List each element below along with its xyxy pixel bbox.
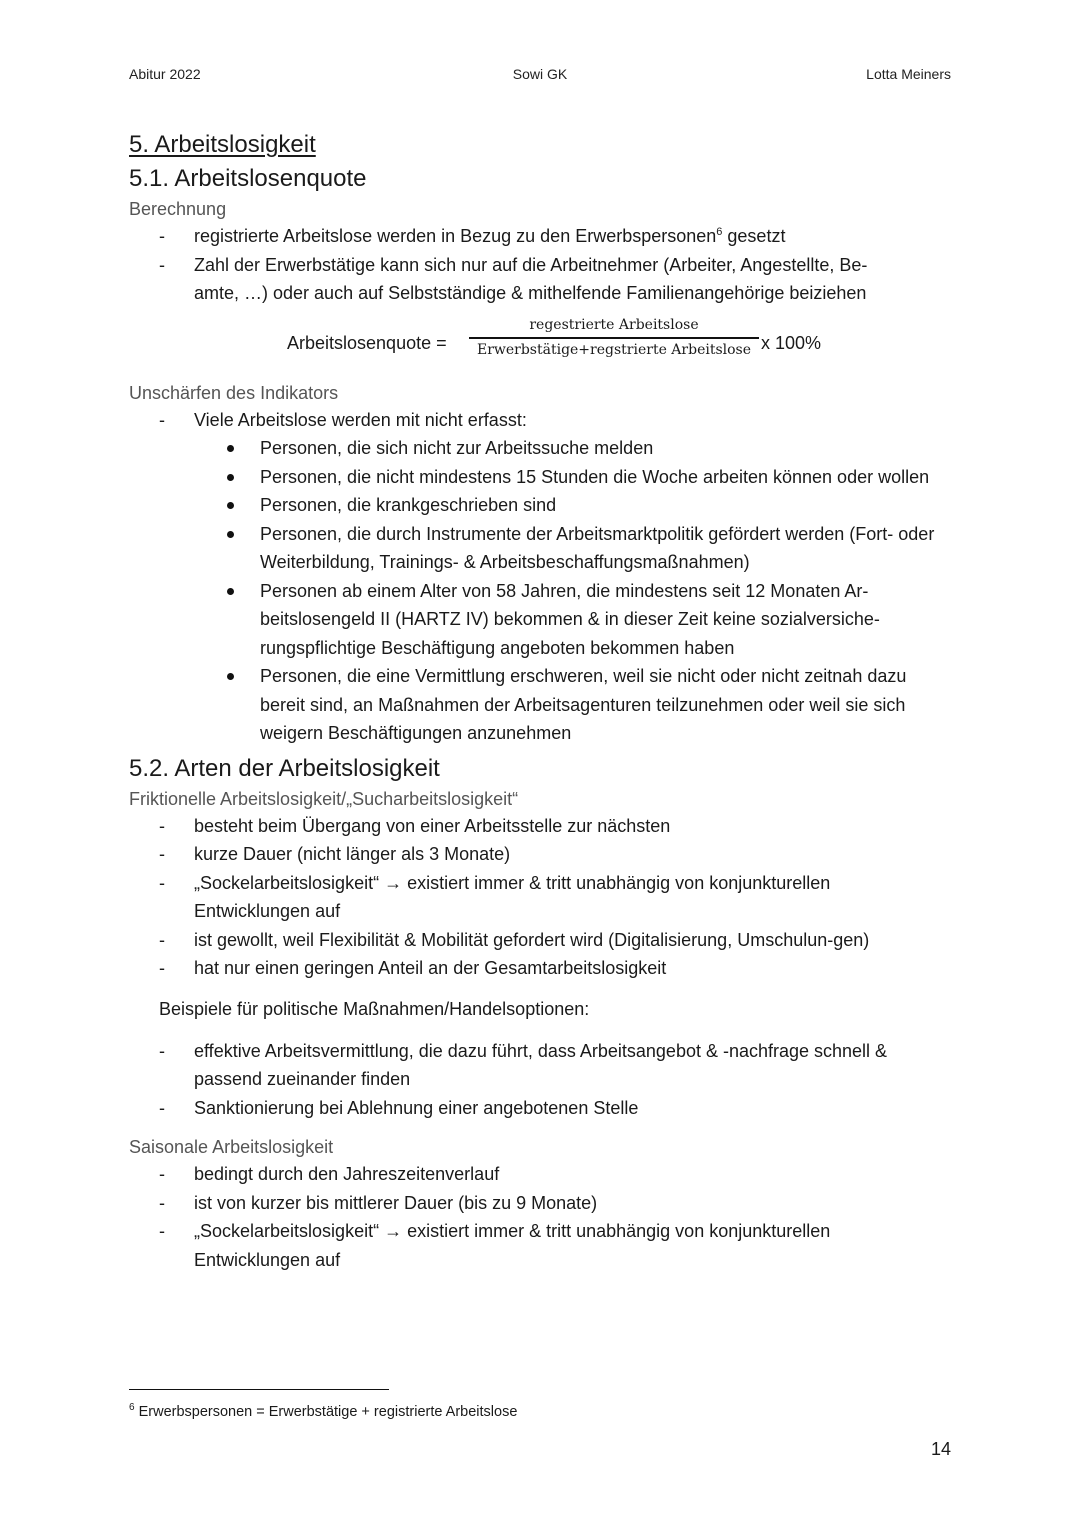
- formula: [129, 314, 951, 374]
- list-item: - Viele Arbeitslose werden mit nicht erfasst:: [129, 406, 951, 435]
- bullet-item: Personen, die nicht mindestens 15 Stunden die Woche arbeiten können oder wollen: [129, 463, 951, 492]
- subsection-title-2: 5.2. Arten der Arbeitslosigkeit: [129, 754, 440, 782]
- bullet-item: Personen, die durch Instrumente der Arbeitsmarktpolitik gefördert werden (Fort- oder Weiterbildung, Trainings- & Arbeitsbeschaffungsmaßnahmen): [129, 520, 951, 577]
- beispiele-list: [129, 1037, 951, 1123]
- formula-fraction: [469, 314, 759, 360]
- header-center: Sowi GK: [512, 66, 568, 82]
- berechnung-list: [129, 222, 951, 308]
- list-item: - hat nur einen geringen Anteil an der Gesamtarbeitslosigkeit: [129, 954, 951, 983]
- list-item: - registrierte Arbeitslose werden in Bezug zu den Erwerbspersonen$^6$ gesetzt: [129, 222, 951, 251]
- label-saisonal: Saisonale Arbeitslosigkeit: [129, 1137, 334, 1157]
- saisonal-list: [129, 1160, 951, 1274]
- list-item: - Zahl der Erwerbstätige kann sich nur auf die Arbeitnehmer (Arbeiter, Angestellte, Be- amte, …) oder auch auf Selbstständige & mithelfende Familienangehörige beiziehen: [129, 251, 951, 308]
- list-item: - besteht beim Übergang von einer Arbeitsstelle zur nächsten: [129, 812, 951, 841]
- friktionell-list: [129, 812, 951, 983]
- page-number: 14: [930, 1439, 951, 1459]
- list-item: - Sanktionierung bei Ablehnung einer angebotenen Stelle: [129, 1094, 951, 1123]
- list-item: - effektive Arbeitsvermittlung, die dazu führt, dass Arbeitsangebot & -nachfrage schnell & passend zueinander finden: [129, 1037, 951, 1094]
- header-left: Abitur 2022: [129, 66, 201, 82]
- list-item: - ist von kurzer bis mittlerer Dauer (bis zu 9 Monate): [129, 1189, 951, 1218]
- list-item: - bedingt durch den Jahreszeitenverlauf: [129, 1160, 951, 1189]
- bullet-item: Personen ab einem Alter von 58 Jahren, die mindestens seit 12 Monaten Ar-beitslosengeld II (HARTZ IV) bekommen & in dieser Zeit keine sozialversiche-rungspflichtige Beschäftigung angeboten bekommen haben: [129, 577, 951, 663]
- formula-numerator: regestrierte Arbeitslose: [529, 316, 699, 333]
- label-unschaerfen: Unschärfen des Indikators: [129, 382, 339, 403]
- formula-denominator: Erwerbstätige+regstrierte Arbeitslose: [476, 341, 752, 358]
- page-content: [129, 128, 951, 1274]
- bullet-item: Personen, die krankgeschrieben sind: [129, 491, 951, 520]
- formula-left: Arbeitslosenquote =: [287, 332, 447, 353]
- list-item: - ist gewollt, weil Flexibilität & Mobilität gefordert wird (Digitalisierung, Umschulun-gen): [129, 926, 951, 955]
- footnote-divider: [129, 1389, 389, 1390]
- list-item: - „Sockelarbeitslosigkeit“ → existiert immer & tritt unabhängig von konjunkturellen Entwicklungen auf: [129, 869, 951, 926]
- label-friktionell: Friktionelle Arbeitslosigkeit/„Sucharbeitslosigkeit“: [129, 788, 519, 809]
- footnote: [129, 1404, 517, 1420]
- beispiele-text: Beispiele für politische Maßnahmen/Handelsoptionen:: [159, 998, 590, 1019]
- footnote-text: Erwerbspersonen = Erwerbstätige + registrierte Arbeitslose: [134, 1404, 518, 1420]
- formula-right: x 100%: [761, 332, 822, 353]
- subsection-title-1: 5.1. Arbeitslosenquote: [129, 165, 367, 192]
- footnote-marker: 6: [129, 1402, 135, 1414]
- bullet-item: Personen, die eine Vermittlung erschweren, weil sie nicht oder nicht zeitnah dazu bereit sind, an Maßnahmen der Arbeitsagenturen teilzunehmen oder weil sie sich weigern Beschäftigungen anzunehmen: [129, 662, 951, 748]
- unschaerfen-list: [129, 406, 951, 435]
- unschaerfen-bullets: [129, 434, 951, 748]
- fraction-bar: [469, 337, 759, 339]
- footnote-ref: 6: [716, 226, 723, 238]
- section-title: 5. Arbeitslosigkeit: [129, 131, 316, 158]
- bullet-item: Personen, die sich nicht zur Arbeitssuche melden: [129, 434, 951, 463]
- label-berechnung: Berechnung: [129, 199, 227, 219]
- list-item: - kurze Dauer (nicht länger als 3 Monate): [129, 840, 951, 869]
- list-item: - „Sockelarbeitslosigkeit“ → existiert immer & tritt unabhängig von konjunkturellen Entwicklungen auf: [129, 1217, 951, 1274]
- header-right: Lotta Meiners: [866, 66, 951, 82]
